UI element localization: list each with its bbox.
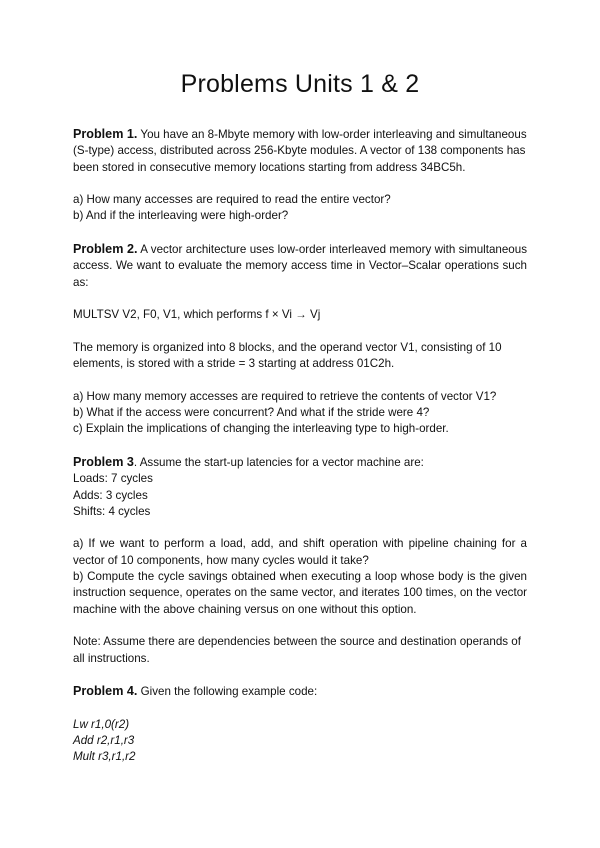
code-line: Mult r3,r1,r2 — [73, 750, 136, 764]
problem-1-question-a: a) How many accesses are required to read the entire vector? — [73, 193, 391, 207]
problem-3-note: Note: Assume there are dependencies between the source and destination operands of all instructions. — [73, 635, 521, 665]
problem-2-text: A vector architecture uses low-order interleaved memory with simultaneous access. We want to evaluate the memory access time in Vector–Scalar operations such as: — [73, 243, 527, 289]
latency-loads: Loads: 7 cycles — [73, 472, 153, 486]
problem-4-text: Given the following example code: — [137, 685, 318, 699]
problem-4-code — [73, 717, 527, 766]
problem-3-question-b: b) Compute the cycle savings obtained when executing a loop whose body is the given instruction sequence, operates on the same vector, and iterates 100 times, on the vector machine with the above chaining versus on one without this option. — [73, 570, 527, 616]
problem-2-question-c: c) Explain the implications of changing the interleaving type to high-order. — [73, 422, 449, 436]
problem-2-memory-organization: The memory is organized into 8 blocks, and the operand vector V1, consisting of 10 elements, is stored with a stride = 3 starting at address 01C2h. — [73, 340, 502, 371]
problem-1-statement — [73, 126, 527, 176]
problem-2-instruction: MULTSV V2, F0, V1, which performs f × Vi → Vj — [73, 308, 321, 322]
code-line: Lw r1,0(r2) — [73, 717, 130, 731]
latency-shifts: Shifts: 4 cycles — [73, 504, 151, 518]
problem-2-question-a: a) How many memory accesses are required to retrieve the contents of vector V1? — [73, 389, 497, 403]
problem-2-statement — [73, 241, 527, 291]
problem-2-question-b: b) What if the access were concurrent? And what if the stride were 4? — [73, 406, 430, 420]
latency-adds: Adds: 3 cycles — [73, 488, 148, 502]
code-line: Add r2,r1,r3 — [73, 733, 135, 747]
problem-2-heading: Problem 2. — [73, 242, 138, 257]
problem-2-questions — [73, 389, 527, 438]
problem-1-questions — [73, 192, 527, 225]
problem-4-heading: Problem 4. — [73, 684, 138, 699]
problem-3-heading: Problem 3 — [73, 454, 134, 469]
problem-3-statement — [73, 454, 527, 520]
page-title: Problems Units 1 & 2 — [180, 70, 420, 98]
problem-4-statement — [73, 683, 527, 700]
problem-3-questions — [73, 536, 527, 617]
problem-1-question-b: b) And if the interleaving were high-order? — [73, 209, 289, 223]
problem-1-text: You have an 8-Mbyte memory with low-order interleaving and simultaneous (S-type) access, distributed across 256-Kbyte modules. A vector of 138 components has been stored in consecutive memory locations starting from address 34BC5h. — [73, 128, 527, 174]
problem-3-text: . Assume the start-up latencies for a vector machine are: — [133, 455, 424, 469]
problem-1-heading: Problem 1. — [73, 127, 138, 141]
problem-3-question-a: a) If we want to perform a load, add, and shift operation with pipeline chaining for a vector of 10 components, how many cycles would it take? — [73, 537, 527, 567]
